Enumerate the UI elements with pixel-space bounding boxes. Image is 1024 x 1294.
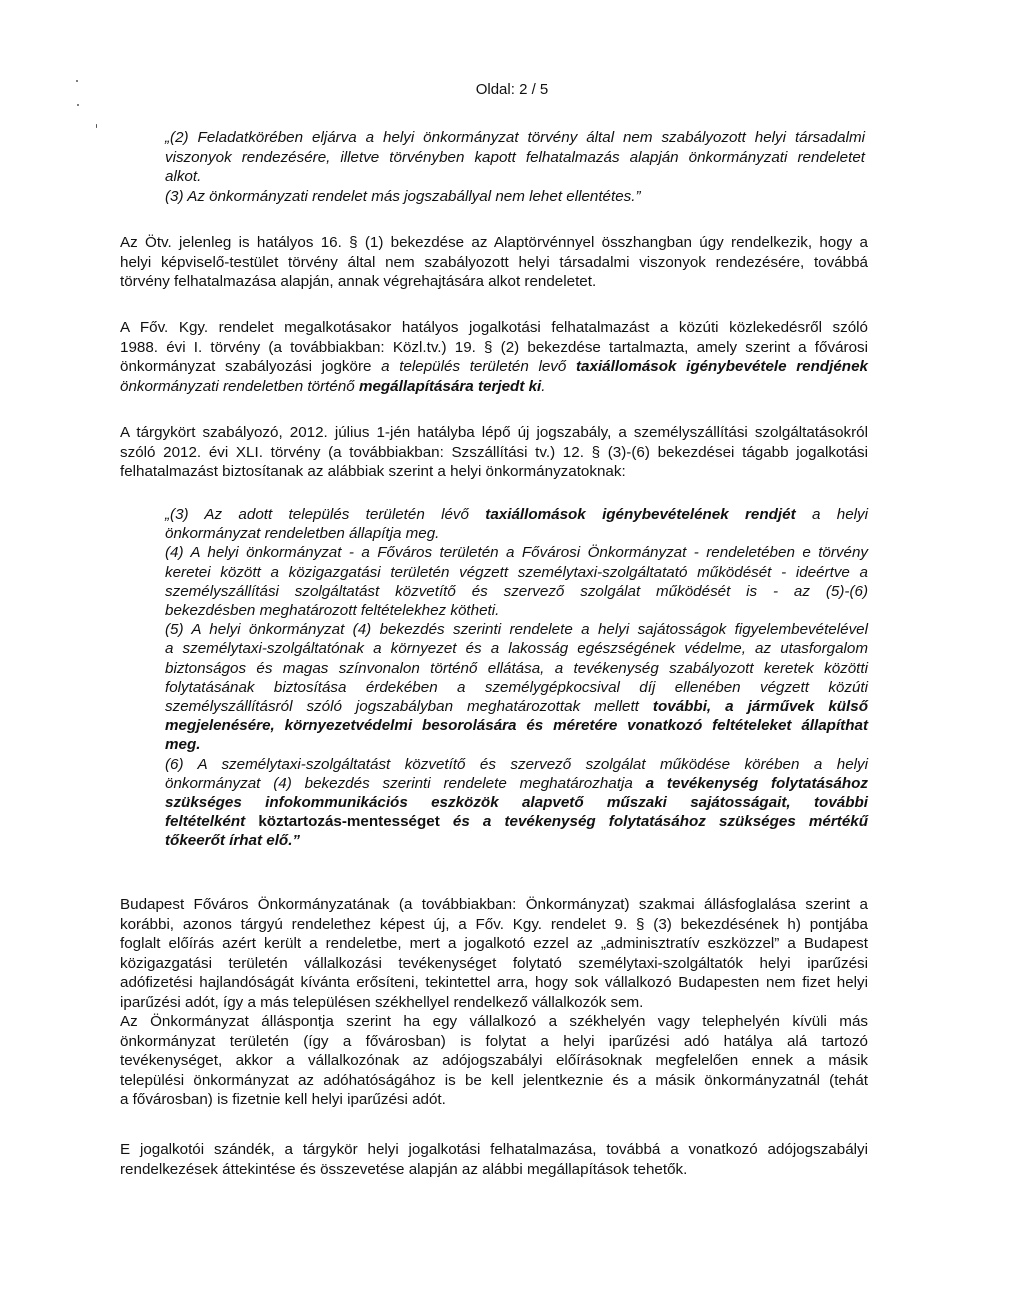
- text-line: Budapest Főváros Önkormányzatának (a továbbiakban: Önkormányzat) szakmai állásfoglalása szerint a: [120, 896, 868, 913]
- text-line: (6) A személytaxi-szolgáltatást közvetítő és szervező szolgálat működése körében a helyi: [165, 755, 868, 773]
- paragraph-budapest: [120, 895, 868, 1013]
- text-line: bekezdésben meghatározott feltételekhez kötheti.: [165, 602, 500, 620]
- text-line: szükséges infokommunikációs eszközök alapvető műszaki sajátosságait, további: [165, 794, 868, 812]
- text-line: [120, 357, 868, 377]
- text-line: A Főv. Kgy. rendelet megalkotásakor hatályos jogalkotási felhatalmazást a közúti közlekedésről szóló: [120, 319, 868, 336]
- text-run-bold-italic: további, a járművek külső: [652, 698, 868, 716]
- text-line: korábbi, azonos tárgyú rendelethez képest új, a Főv. Kgy. rendelet 9. § (3) bekezdésének h) pontjába: [120, 915, 868, 933]
- text-line: Az Ötv. jelenleg is hatályos 16. § (1) bekezdése az Alaptörvénnyel összhangban úgy rendelkezik, hogy a: [120, 234, 868, 251]
- text-line: viszonyok rendezésére, illetve törvényben kapott felhatalmazás alapján önkormányzati rendeletet: [165, 148, 865, 166]
- paragraph-fov-kgy: [120, 318, 868, 396]
- text-run-bold-italic: megállapítására terjedt ki: [358, 377, 542, 395]
- scan-speck: [96, 124, 97, 128]
- text-run-italic: önkormányzati rendeletben történő: [120, 377, 359, 395]
- text-line: a fővárosban) is fizetnie kell helyi iparűzési adót.: [120, 1091, 446, 1109]
- text-line: tevékenységet, akkor a vállalkozónak az adójogszabályi előírásoknak megfelelően ennek a másik: [120, 1052, 868, 1070]
- text-line: [165, 505, 868, 524]
- text-line: adófizetési hajlandóságát kívánta erősíteni, tekintettel arra, hogy sok vállalkozó Budapesten nem fizet helyi: [120, 974, 868, 992]
- text-run-italic: a település területén levő: [381, 358, 576, 376]
- text-line: személyszállítási szolgáltatást közvetítő és szervező szolgálat működését is - az (5)-(6): [165, 582, 868, 600]
- text-line: A tárgykört szabályozó, 2012. július 1-jén hatályba lépő új jogszabály, a személyszállítási szolgáltatásokról: [120, 424, 868, 441]
- text-run-bold-italic: taxiállomások igénybevétele rendjének: [576, 358, 868, 376]
- text-line: keretei között a közigazgatási területén végzett személytaxi-szolgáltatató működését - ideértve a: [165, 563, 868, 581]
- text-run-italic: személyszállításról szóló jogszabályban meghatározottak mellett: [165, 698, 653, 716]
- text-line: [165, 697, 868, 716]
- text-line: önkormányzat rendeletben állapítja meg.: [165, 525, 440, 543]
- text-line: „(2) Feladatkörében eljárva a helyi önkormányzat törvény által nem szabályozott helyi társadalmi: [165, 129, 865, 146]
- text-run-bold-italic: és a tevékenység folytatásához szükséges mértékű: [439, 813, 868, 831]
- text-line: a személytaxi-szolgáltatónak a környezet és a lakosság egészségének védelme, az utasforgalom: [165, 640, 868, 658]
- text-run: önkormányzat szabályozási jogköre: [120, 358, 382, 376]
- text-line: (5) A helyi önkormányzat (4) bekezdés szerinti rendelete a helyi sajátosságok figyelembevételével: [165, 621, 868, 639]
- scan-speck: [77, 104, 79, 106]
- text-run-bold-italic: feltételként: [165, 813, 259, 831]
- text-line: önkormányzat területén (így a fővárosban) is folytat a helyi iparűzési adó hatálya alá tartozó: [120, 1032, 868, 1050]
- page-number: Oldal: 2 / 5: [475, 81, 549, 98]
- text-run-italic: .: [541, 377, 546, 395]
- text-line: folytatásának biztosítása érdekében a személygépkocsival díj ellenében végzett közúti: [165, 678, 868, 696]
- text-run-bold: köztartozás-mentességet: [258, 813, 440, 831]
- paragraph-targykor: [120, 423, 868, 482]
- text-line: Az Önkormányzat álláspontja szerint ha egy vállalkozó a székhelyén vagy telephelyén kívüli más: [120, 1013, 868, 1030]
- text-line: (4) A helyi önkormányzat - a Főváros területén a Fővárosi Önkormányzat - rendeletében e törvény: [165, 544, 868, 562]
- text-run-italic: „(3) Az adott település területén lévő: [165, 506, 486, 523]
- text-line: szóló 2012. évi XLI. törvény (a továbbiakban: Szszállítási tv.) 12. § (3)-(6) bekezdései tágabb jogalkotási: [120, 443, 868, 461]
- text-line: megjelenésére, környezetvédelmi besorolására és méretére vonatkozó feltételeket állapíthat: [165, 717, 868, 735]
- text-line: (3) Az önkormányzati rendelet más jogszabállyal nem lehet ellentétes.”: [165, 187, 641, 205]
- text-line: helyi képviselő-testület törvény által nem szabályozott helyi társadalmi viszonyok rendezésére, továbbá: [120, 253, 868, 271]
- text-line: közigazgatási területén vállalkozási tevékenységet folytató személytaxi-szolgáltatók helyi iparűzési: [120, 954, 868, 972]
- text-run-italic: önkormányzat (4) bekezdés szerinti rendelete meghatározhatja: [165, 774, 646, 792]
- text-run-bold-italic: a tevékenység folytatásához: [645, 774, 868, 792]
- text-line: meg.: [165, 736, 201, 754]
- text-line: biztonságos és magas színvonalon történő ellátása, a tevékenység szabályozott keretek közötti: [165, 659, 868, 677]
- text-run-italic: a helyi: [795, 506, 868, 523]
- text-line: települési önkormányzat az adóhatóságához is be kell jelentkeznie és a másik önkormányzatnál (tehát: [120, 1071, 868, 1089]
- quote-paragraph-2: [165, 505, 868, 851]
- text-line: [165, 774, 868, 793]
- paragraph-szandek: [120, 1140, 868, 1179]
- paragraph-otv: [120, 233, 868, 292]
- text-line: 1988. évi I. törvény (a továbbiakban: Közl.tv.) 19. § (2) bekezdése tartalmazta, amely szerint a fővárosi: [120, 338, 868, 356]
- text-line: felhatalmazást biztosítanak az alábbiak szerint a helyi önkormányzatoknak:: [120, 463, 626, 481]
- text-line: [120, 377, 868, 397]
- text-line: tőkeerőt írhat elő.”: [165, 832, 301, 850]
- quote-paragraph-1: [165, 128, 865, 206]
- text-line: E jogalkotói szándék, a tárgykör helyi jogalkotási felhatalmazása, továbbá a vonatkozó adójogszabályi: [120, 1141, 868, 1158]
- text-line: rendelkezések áttekintése és összevetése alapján az alábbi megállapítások tehetők.: [120, 1160, 688, 1178]
- text-line: törvény felhatalmazása alapján, annak végrehajtására alkot rendeletet.: [120, 273, 597, 291]
- text-run-bold-italic: taxiállomások igénybevételének rendjét: [485, 506, 796, 523]
- text-line: [165, 812, 868, 831]
- text-line: foglalt előírás azért került a rendeletbe, mert a jogalkotó ezzel az „adminisztratív eszközzel” a Budapest: [120, 935, 868, 953]
- text-line: alkot.: [165, 168, 202, 186]
- paragraph-allaspont: [120, 1012, 868, 1110]
- text-line: iparűzési adót, így a más településen székhellyel rendelkező vállalkozók sem.: [120, 993, 644, 1011]
